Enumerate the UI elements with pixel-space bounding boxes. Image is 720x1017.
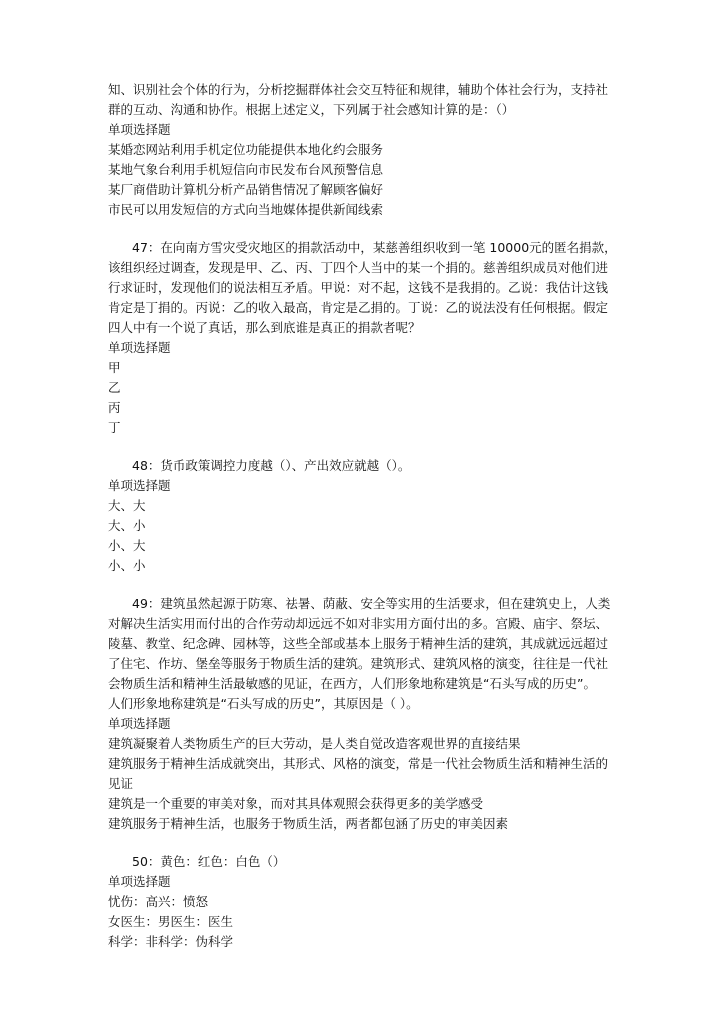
question-47: [108, 238, 620, 438]
q48-option-d: 小、小: [108, 558, 146, 573]
q46-option-c: 某厂商借助计算机分析产品销售情况了解顾客偏好: [108, 182, 384, 197]
q49-stem-line: 会物质生活和精神生活最敏感的见证，在西方，人们形象地称建筑是“石头写成的历史”。: [108, 676, 596, 691]
q47-stem-line: 四人中有一个说了真话，那么到底谁是真正的捐款者呢？: [108, 320, 421, 335]
q47-stem-line: 行求证时，发现他们的说法相互矛盾。甲说：对不起，这钱不是我捐的。乙说：我估计这钱: [108, 280, 609, 295]
q47-stem-line: 肯定是丁捐的。丙说：乙的收入最高，肯定是乙捐的。丁说：乙的说法没有任何根据。假定: [108, 300, 609, 315]
q47-type-label: 单项选择题: [108, 340, 171, 355]
q46-stem-line: 知、识别社会个体的行为，分析挖掘群体社会交互特征和规律，辅助个体社会行为，支持社: [108, 82, 609, 97]
q47-option-b: 乙: [108, 380, 121, 395]
q49-option-b: 建筑服务于精神生活成就突出，其形式、风格的演变，常是一代社会物质生活和精神生活的: [108, 756, 609, 771]
q46-stem-line: 群的互动、沟通和协作。根据上述定义，下列属于社会感知计算的是：（）: [108, 102, 515, 117]
q47-option-a: 甲: [108, 360, 121, 375]
q50-option-a: 忧伤：高兴：愤怒: [108, 894, 209, 909]
q48-type-label: 单项选择题: [108, 478, 171, 493]
q48-option-b: 大、小: [108, 518, 146, 533]
q46-option-a: 某婚恋网站利用手机定位功能提供本地化约会服务: [108, 142, 384, 157]
question-46: [108, 80, 620, 220]
q49-stem-line: 49：建筑虽然起源于防寒、祛暑、荫蔽、安全等实用的生活要求，但在建筑史上，人类: [132, 596, 611, 611]
q47-stem-line: 该组织经过调查，发现是甲、乙、丙、丁四个人当中的某一个捐的。慈善组织成员对他们进: [108, 260, 609, 275]
q47-option-d: 丁: [108, 420, 121, 435]
q46-type-label: 单项选择题: [108, 122, 171, 137]
q49-option-a: 建筑凝聚着人类物质生产的巨大劳动，是人类自觉改造客观世界的直接结果: [108, 736, 521, 751]
question-50: [108, 852, 620, 952]
q49-stem-line: 人们形象地称建筑是“石头写成的历史”，其原因是（ ）。: [108, 696, 419, 711]
q49-stem-line: 陵墓、教堂、纪念碑、园林等，这些全部或基本上服务于精神生活的建筑，其成就远远超过: [108, 636, 609, 651]
q47-option-c: 丙: [108, 400, 121, 415]
q49-stem-line: 对解决生活实用而付出的合作劳动却远远不如对非实用方面付出的多。宫殿、庙宇、祭坛、: [108, 616, 609, 631]
q49-option-d: 建筑服务于精神生活，也服务于物质生活，两者都包涵了历史的审美因素: [108, 816, 509, 831]
q48-option-c: 小、大: [108, 538, 146, 553]
q49-option-b-cont: 见证: [108, 776, 134, 791]
q47-stem-line: 47：在向南方雪灾受灾地区的捐款活动中，某慈善组织收到一笔 10000元的匿名捐款，: [132, 240, 617, 255]
q50-option-b: 女医生：男医生：医生: [108, 914, 234, 929]
q48-option-a: 大、大: [108, 498, 146, 513]
q50-stem-line: 50：黄色：红色：白色（）: [132, 854, 286, 869]
q50-type-label: 单项选择题: [108, 874, 171, 889]
question-list: [108, 80, 620, 952]
q49-type-label: 单项选择题: [108, 716, 171, 731]
question-49: [108, 594, 620, 834]
q48-stem-line: 48：货币政策调控力度越（）、产出效应就越（）。: [132, 458, 411, 473]
q46-option-b: 某地气象台利用手机短信向市民发布台风预警信息: [108, 162, 384, 177]
q50-option-c: 科学：非科学：伪科学: [108, 934, 234, 949]
q46-option-d: 市民可以用发短信的方式向当地媒体提供新闻线索: [108, 202, 384, 217]
q49-option-c: 建筑是一个重要的审美对象，而对其具体观照会获得更多的美学感受: [108, 796, 484, 811]
question-48: [108, 456, 620, 576]
q49-stem-line: 了住宅、作坊、堡垒等服务于物质生活的建筑。建筑形式、建筑风格的演变，往往是一代社: [108, 656, 609, 671]
